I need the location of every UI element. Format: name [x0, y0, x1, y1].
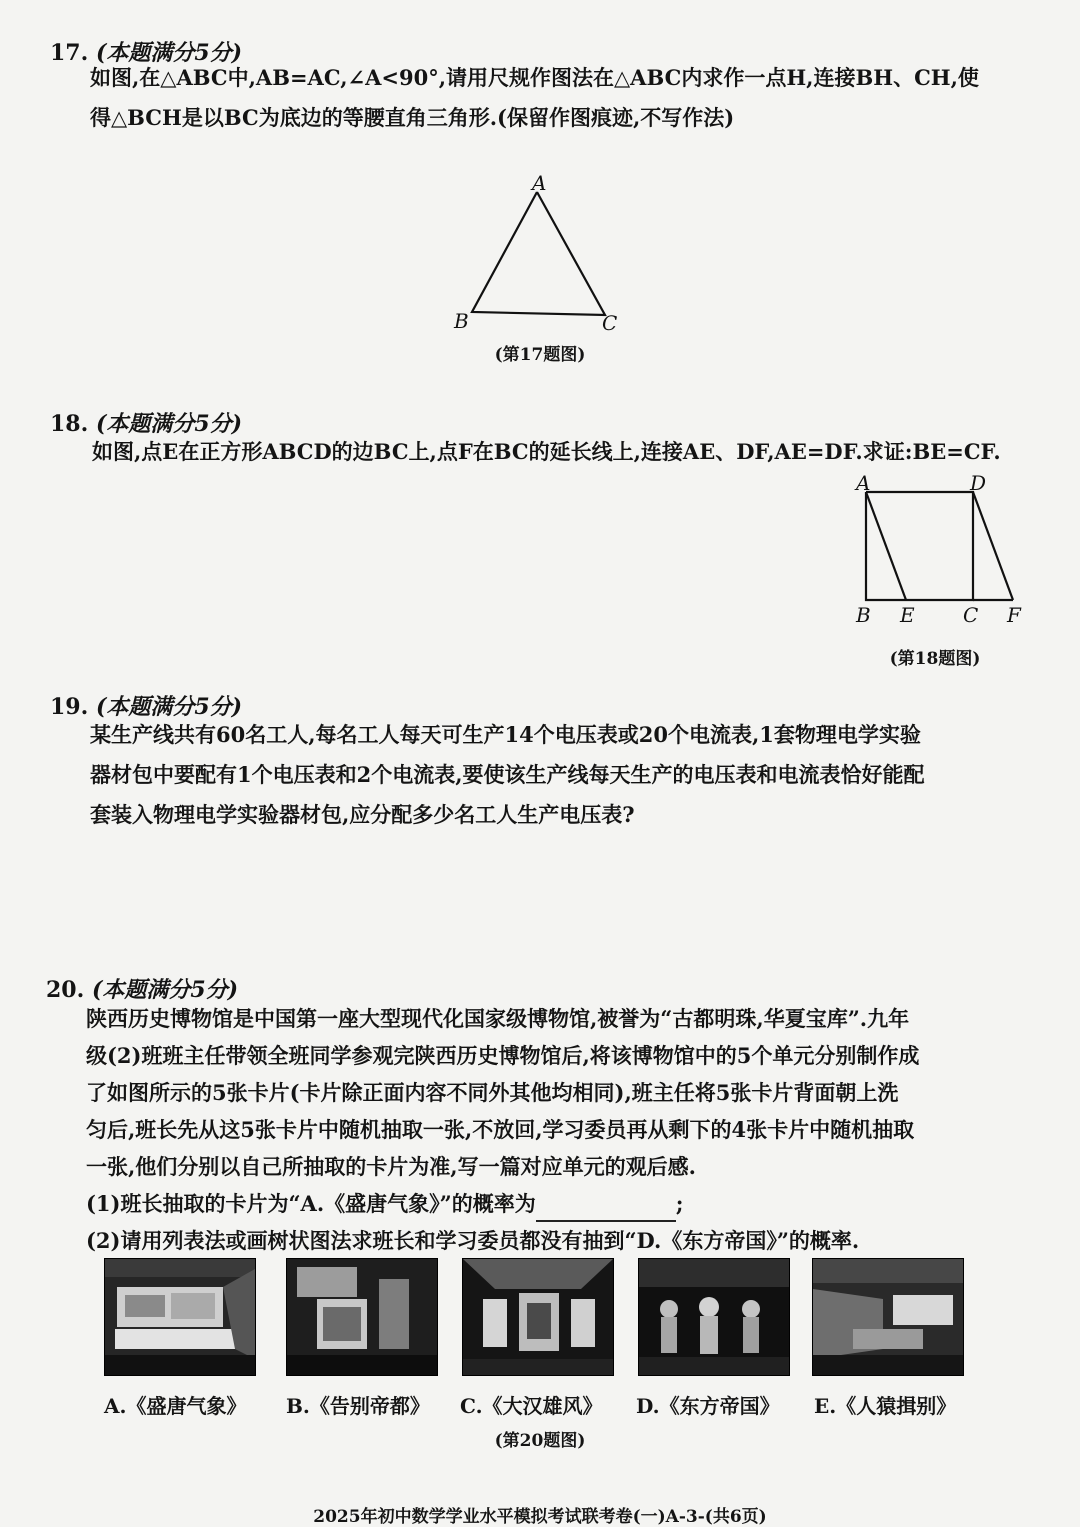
q20-part1	[86, 1185, 1046, 1222]
card-label-d: D.《东方帝国》	[636, 1394, 780, 1418]
card-label-a: A.《盛唐气象》	[104, 1394, 247, 1418]
q17-line1: 如图,在△ABC中,AB=AC,∠A<90°,请用尺规作图法在△ABC内求作一点H,连接BH、CH,使	[90, 65, 979, 90]
answer-blank[interactable]	[536, 1194, 676, 1222]
card-label-e: E.《人猿揖别》	[814, 1394, 957, 1418]
card-photo-b	[286, 1258, 438, 1376]
q18-number: 18.	[50, 411, 89, 437]
card-photo-c	[462, 1258, 614, 1376]
q19-header: (本题满分5分)	[95, 694, 243, 720]
label-b: B	[856, 603, 871, 627]
q18-header: (本题满分5分)	[95, 411, 243, 437]
q19-line1: 某生产线共有60名工人,每名工人每天可生产14个电压表或20个电流表,1套物理电学实验	[90, 722, 921, 747]
q19-body	[90, 715, 1040, 835]
q20-body	[86, 1000, 1046, 1259]
q17-triangle-figure	[440, 170, 640, 335]
q18-caption: (第18题图)	[889, 649, 981, 669]
q19-line3: 套装入物理电学实验器材包,应分配多少名工人生产电压表?	[90, 802, 635, 827]
card-label-c: C.《大汉雄风》	[460, 1394, 603, 1418]
q20-line4: 匀后,班长先从这5张卡片中随机抽取一张,不放回,学习委员再从剩下的4张卡片中随机抽取	[86, 1117, 915, 1142]
q20-header: (本题满分5分)	[91, 977, 239, 1003]
q20-part2: (2)请用列表法或画树状图法求班长和学习委员都没有抽到“D.《东方帝国》”的概率.	[86, 1228, 860, 1253]
q17-header: (本题满分5分)	[95, 40, 243, 66]
page-footer: 2025年初中数学学业水平模拟考试联考卷(一)A-3-(共6页)	[313, 1507, 767, 1527]
triangle-abc	[472, 192, 605, 315]
label-a: A	[856, 471, 871, 495]
q17-body	[90, 58, 1040, 138]
card-photo-e	[812, 1258, 964, 1376]
label-f: F	[1007, 603, 1021, 627]
label-e: E	[900, 603, 915, 627]
q17-number: 17.	[50, 40, 89, 66]
q20-caption: (第20题图)	[494, 1431, 586, 1451]
q17-caption: (第17题图)	[494, 345, 586, 365]
segment-df	[973, 492, 1013, 600]
q20-line2: 级(2)班班主任带领全班同学参观完陕西历史博物馆后,将该博物馆中的5个单元分别制作成	[86, 1043, 920, 1068]
q20-line5: 一张,他们分别以自己所抽取的卡片为准,写一篇对应单元的观后感.	[86, 1154, 696, 1179]
label-c: C	[963, 603, 979, 627]
label-d: D	[970, 471, 987, 495]
q18-square-figure	[845, 470, 1035, 630]
card-photo-d	[638, 1258, 790, 1376]
q17-line2: 得△BCH是以BC为底边的等腰直角三角形.(保留作图痕迹,不写作法)	[90, 105, 735, 130]
card-label-b: B.《告别帝都》	[286, 1394, 430, 1418]
label-a: A	[532, 171, 547, 195]
q20-number: 20.	[46, 977, 85, 1003]
q20-line3: 了如图所示的5张卡片(卡片除正面内容不同外其他均相同),班主任将5张卡片背面朝上洗	[86, 1080, 899, 1105]
label-b: B	[454, 309, 469, 333]
q20-line1: 陕西历史博物馆是中国第一座大型现代化国家级博物馆,被誉为“古都明珠,华夏宝库”.九年	[86, 1006, 910, 1031]
q18-line1: 如图,点E在正方形ABCD的边BC上,点F在BC的延长线上,连接AE、DF,AE=DF.求证:BE=CF.	[92, 439, 1001, 464]
q19-line2: 器材包中要配有1个电压表和2个电流表,要使该生产线每天生产的电压表和电流表恰好能配	[90, 762, 925, 787]
q20-part1-end: ;	[675, 1191, 684, 1216]
q19-number: 19.	[50, 694, 89, 720]
label-c: C	[602, 311, 618, 335]
card-photo-a	[104, 1258, 256, 1376]
q20-part1-text: (1)班长抽取的卡片为“A.《盛唐气象》”的概率为	[86, 1191, 536, 1216]
segment-ae	[866, 492, 906, 600]
q18-body	[92, 432, 1052, 472]
square-abcd	[866, 492, 973, 600]
